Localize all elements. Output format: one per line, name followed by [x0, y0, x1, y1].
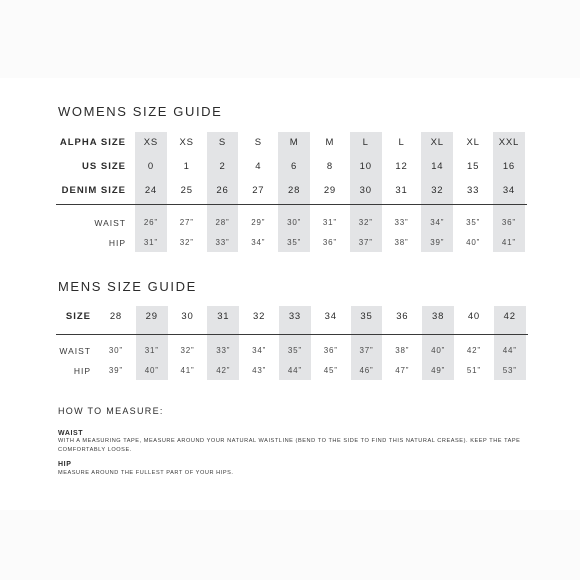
- size-cell: 33: [467, 185, 480, 196]
- size-cell: 42”: [216, 366, 231, 375]
- size-cell: 27: [252, 185, 265, 196]
- row-label: ALPHA SIZE: [59, 137, 126, 148]
- womens-rows-row: [56, 156, 527, 178]
- size-cell: 32”: [180, 346, 195, 355]
- size-cell: 4: [255, 161, 262, 172]
- size-cell: XL: [430, 137, 444, 148]
- size-cell: 2: [219, 161, 226, 172]
- womens-rows-row: [56, 180, 527, 202]
- size-cell: L: [398, 137, 405, 148]
- size-cell: 14: [431, 161, 444, 172]
- size-cell: XXL: [498, 137, 520, 148]
- size-cell: 15: [467, 161, 480, 172]
- size-cell: 8: [326, 161, 333, 172]
- size-cell: 31”: [144, 346, 159, 355]
- size-cell: 10: [359, 161, 372, 172]
- mens-section-title: MENS SIZE GUIDE: [58, 279, 197, 294]
- size-cell: 32: [253, 311, 266, 322]
- size-cell: 47”: [395, 366, 410, 375]
- size-cell: 31: [217, 311, 230, 322]
- size-cell: 44”: [502, 346, 517, 355]
- size-cell: L: [362, 137, 369, 148]
- size-cell: 36”: [322, 238, 337, 247]
- size-cell: 30: [181, 311, 194, 322]
- size-cell: 42: [503, 311, 516, 322]
- row-label: WAIST: [59, 346, 91, 356]
- size-cell: 12: [395, 161, 408, 172]
- size-cell: 30: [359, 185, 372, 196]
- hip-instructions: MEASURE AROUND THE FULLEST PART OF YOUR HIPS.: [58, 470, 234, 476]
- size-cell: 26: [216, 185, 229, 196]
- size-cell: 35: [360, 311, 373, 322]
- size-cell: 32”: [358, 218, 373, 227]
- size-cell: 53”: [502, 366, 517, 375]
- size-cell: 33: [288, 311, 301, 322]
- size-cell: 39”: [108, 366, 123, 375]
- mens-measure_rows-row: [56, 360, 528, 382]
- size-cell: 45”: [323, 366, 338, 375]
- size-cell: XL: [466, 137, 480, 148]
- hip-heading: HIP: [58, 461, 72, 468]
- size-cell: 41”: [180, 366, 195, 375]
- bottom-margin: [0, 510, 580, 580]
- mens-rows-row: [56, 306, 528, 328]
- size-cell: 46”: [359, 366, 374, 375]
- womens-rows-row: [56, 132, 527, 154]
- size-cell: 38”: [394, 238, 409, 247]
- size-cell: 41”: [501, 238, 516, 247]
- size-cell: 38”: [395, 346, 410, 355]
- size-cell: 28: [288, 185, 301, 196]
- size-cell: 1: [183, 161, 190, 172]
- row-label: HIP: [108, 238, 126, 248]
- row-label: WAIST: [94, 218, 126, 228]
- size-cell: 28”: [215, 218, 230, 227]
- size-cell: 31”: [143, 238, 158, 247]
- size-cell: 40”: [431, 346, 446, 355]
- size-cell: 43”: [252, 366, 267, 375]
- size-cell: 37”: [359, 346, 374, 355]
- size-cell: 36”: [501, 218, 516, 227]
- size-cell: 40”: [144, 366, 159, 375]
- size-cell: 34: [324, 311, 337, 322]
- waist-instructions: WITH A MEASURING TAPE, MEASURE AROUND YOUR NATURAL WAISTLINE (BEND TO THE SIDE TO FIND THIS NATURAL CREASE). KEEP THE TAPE COMFORTABLY LOOSE.: [58, 438, 521, 453]
- size-cell: 29: [323, 185, 336, 196]
- size-cell: 29: [145, 311, 158, 322]
- size-cell: 6: [291, 161, 298, 172]
- size-cell: 33”: [394, 218, 409, 227]
- size-cell: 34: [502, 185, 515, 196]
- row-label: SIZE: [65, 311, 91, 322]
- size-cell: 33”: [216, 346, 231, 355]
- size-cell: 38: [432, 311, 445, 322]
- size-cell: 42”: [466, 346, 481, 355]
- size-cell: 31: [395, 185, 408, 196]
- size-cell: 36”: [323, 346, 338, 355]
- size-cell: M: [289, 137, 299, 148]
- table-divider: [56, 334, 528, 335]
- size-cell: 25: [180, 185, 193, 196]
- size-cell: 34”: [430, 218, 445, 227]
- size-cell: 40”: [466, 238, 481, 247]
- womens-measure_rows-row: [56, 212, 527, 234]
- size-cell: 35”: [466, 218, 481, 227]
- size-cell: 33”: [215, 238, 230, 247]
- size-cell: 40: [467, 311, 480, 322]
- size-cell: XS: [143, 137, 159, 148]
- size-cell: 51”: [466, 366, 481, 375]
- size-cell: 34”: [252, 346, 267, 355]
- size-cell: 32”: [179, 238, 194, 247]
- size-cell: 27”: [179, 218, 194, 227]
- womens-section-title: WOMENS SIZE GUIDE: [58, 104, 223, 119]
- size-cell: S: [254, 137, 262, 148]
- size-cell: 49”: [431, 366, 446, 375]
- size-cell: 29”: [251, 218, 266, 227]
- how-to-measure-title: HOW TO MEASURE:: [58, 406, 164, 416]
- size-cell: 36: [396, 311, 409, 322]
- size-cell: XS: [179, 137, 194, 148]
- size-cell: 30”: [287, 218, 302, 227]
- size-cell: 35”: [287, 346, 302, 355]
- size-cell: 24: [144, 185, 157, 196]
- size-cell: 37”: [358, 238, 373, 247]
- row-label: US SIZE: [82, 161, 126, 172]
- womens-measure_rows-row: [56, 232, 527, 254]
- size-cell: 34”: [251, 238, 266, 247]
- size-cell: S: [218, 137, 227, 148]
- size-cell: 26”: [143, 218, 158, 227]
- size-cell: M: [325, 137, 335, 148]
- size-cell: 31”: [322, 218, 337, 227]
- size-cell: 16: [502, 161, 515, 172]
- row-label: DENIM SIZE: [61, 185, 126, 196]
- table-divider: [56, 204, 527, 205]
- size-cell: 44”: [287, 366, 302, 375]
- size-cell: 0: [147, 161, 154, 172]
- size-cell: 35”: [287, 238, 302, 247]
- waist-heading: WAIST: [58, 430, 84, 437]
- size-cell: 32: [431, 185, 444, 196]
- size-cell: 39”: [430, 238, 445, 247]
- row-label: HIP: [73, 366, 91, 376]
- size-cell: 30”: [108, 346, 123, 355]
- mens-measure_rows-row: [56, 340, 528, 362]
- size-cell: 28: [109, 311, 122, 322]
- top-margin: [0, 0, 580, 78]
